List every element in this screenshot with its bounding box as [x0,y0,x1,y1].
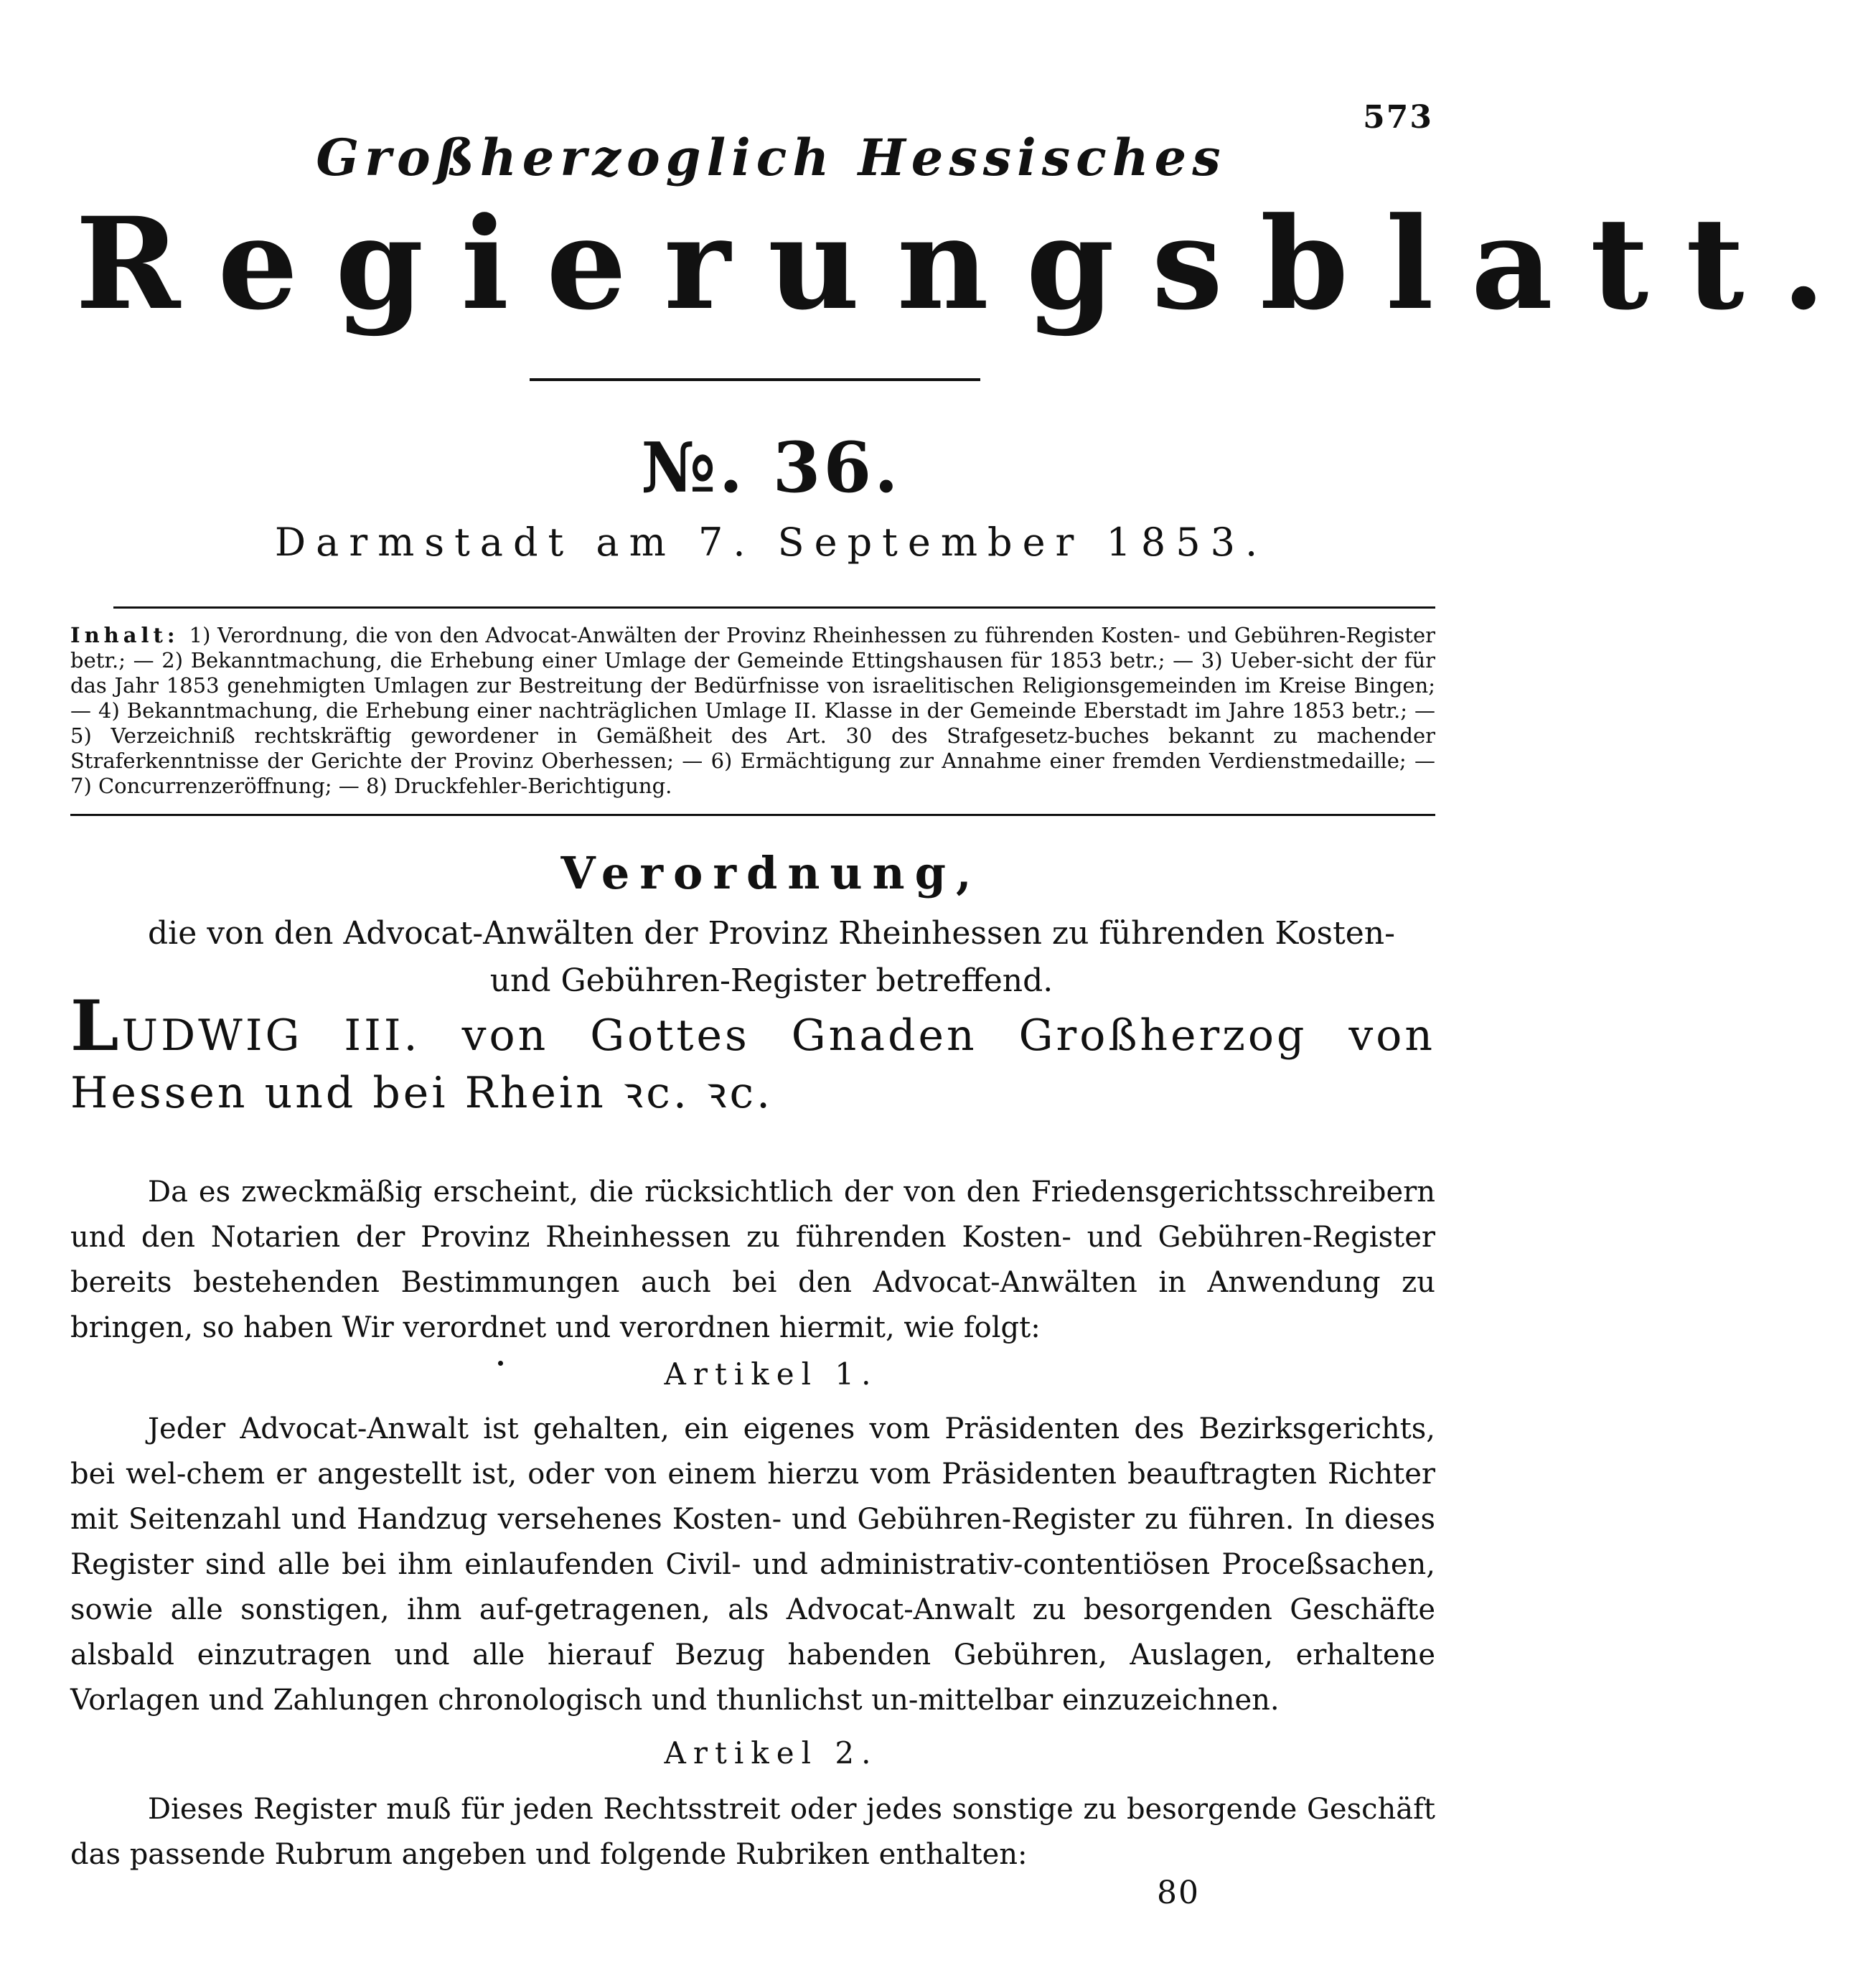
article-2-heading: Artikel 2. [664,1735,878,1771]
page-number: 573 [1363,99,1433,136]
masthead-title: Regierungsblatt. [75,189,1863,338]
sovereign-text: UDWIG III. von Gottes Gnaden Großherzog von Hessen und bei Rhein ꝛc. ꝛc. [70,1011,1435,1118]
issue-number: №. 36. [641,427,901,508]
contents-bottom-rule [70,814,1435,816]
article-2-text: Dieses Register muß für jeden Rechtsstreit oder jedes sonstige zu besorgende Geschäft das passende Rubrum angeben und folgende Rubriken enthalten: [70,1793,1435,1871]
contents-label: Inhalt: [70,623,179,647]
table-of-contents [70,623,1435,799]
contents-top-rule [113,606,1435,609]
contents-text: 1) Verordnung, die von den Advocat-Anwälten der Provinz Rheinhessen zu führenden Kosten- und Gebühren-Register betr.; — 2) Bekanntmachung, die Erhebung einer Umlage der Gemeinde Ettingshausen für 1853 betr.; — 3) Ueber-sicht der für das Jahr 1853 genehmigten Umlagen zur Bestreitung der Bedürfnisse von israelitischen Religionsgemeinden im Kreise Bingen; — 4) Bekanntmachung, die Erhebung einer nachträglichen Umlage II. Klasse in der Gemeinde Eberstadt im Jahre 1853 betr.; — 5) Verzeichniß rechtskräftig gewordener in Gemäßheit des Art. 30 des Strafgesetz-buches bekannt zu machender Straferkenntnisse der Gerichte der Provinz Oberhessen; — 6) Ermächtigung zur Annahme einer fremden Verdienstmedaille; — 7) Concurrenzeröffnung; — 8) Druckfehler-Berichtigung. [70,623,1435,798]
printer-signature-mark: 80 [1157,1875,1200,1911]
drop-initial: L [70,985,122,1066]
article-1-text: Jeder Advocat-Anwalt ist gehalten, ein eigenes vom Präsidenten des Bezirksgerichts, bei wel-chem er angestellt ist, oder von einem hierzu vom Präsidenten beauftragten Richter mit Seitenzahl und Handzug versehenes Kosten- und Gebühren-Register zu führen. In dieses Register sind alle bei ihm einlaufenden Civil- und administrativ-contentiösen Proceßsachen, sowie alle sonstigen, ihm auf-getragenen, als Advocat-Anwalt zu besorgenden Geschäfte alsbald einzutragen und alle hierauf Bezug habenden Gebühren, Auslagen, erhaltene Vorlagen und Zahlungen chronologisch und thunlichst un-mittelbar einzuzeichnen. [70,1412,1435,1717]
issue-date: Darmstadt am 7. September 1853. [274,520,1268,565]
sovereign-intitulation [70,985,1435,1122]
preamble-paragraph: Da es zweckmäßig erscheint, die rücksichtlich der von den Friedensgerichtsschreibern und den Notarien der Provinz Rheinhessen zu führenden Kosten- und Gebühren-Register bereits bestehenden Bestimmungen auch bei den Advocat-Anwälten in Anwendung zu bringen, so haben Wir verordnet und verordnen hiermit, wie folgt: [70,1176,1435,1344]
decree-heading: Verordnung, [560,847,982,899]
decree-subtitle: die von den Advocat-Anwälten der Provinz Rheinhessen zu führenden Kosten- und Gebühren-Register betreffend. [148,915,1395,999]
masthead-rule [530,378,980,381]
masthead-subtitle: Großherzoglich Hessisches [316,128,1226,187]
article-1-heading: Artikel 1. [664,1356,878,1392]
